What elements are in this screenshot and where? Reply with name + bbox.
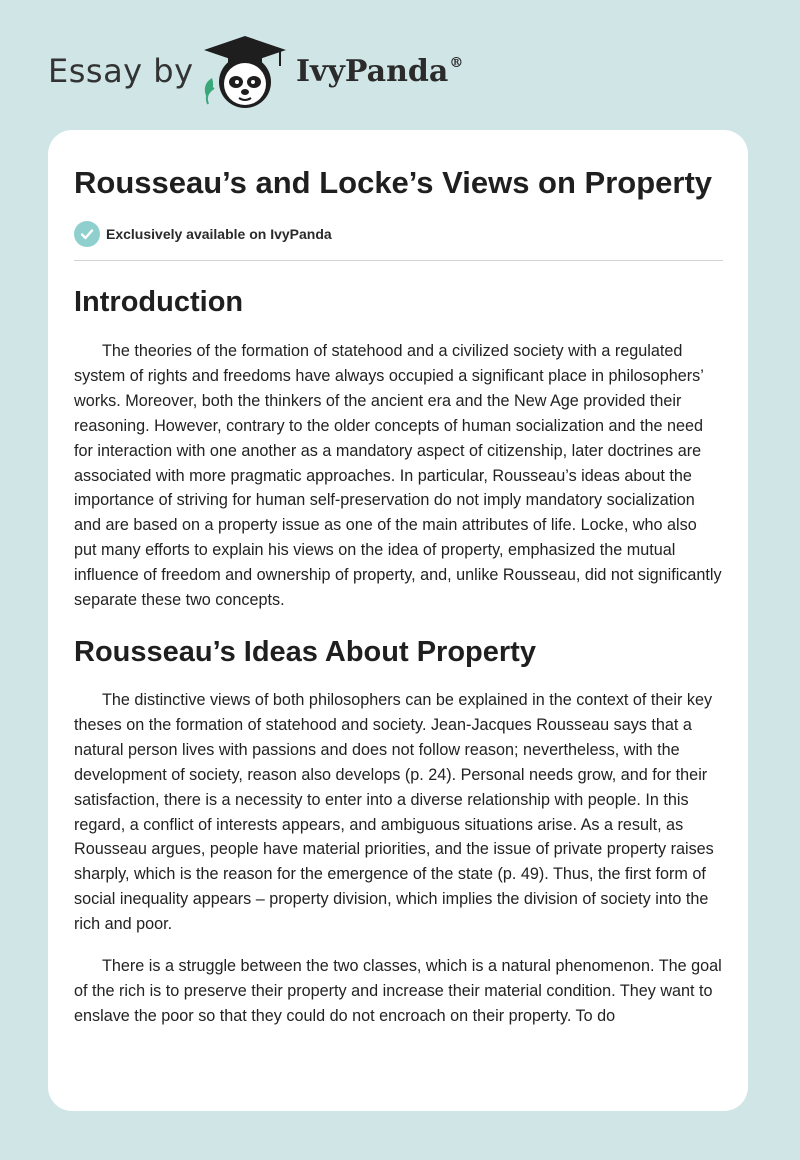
paragraph: The theories of the formation of statehood and a civilized society with a regulated system of rights and freedoms have always occupied a significant place in philosophers’ works. Moreover, both the thinkers of the ancient era and the New Age provided their reasoning. However, contrary to the older concepts of human socialization and the need for interaction with one another as a mandatory aspect of citizenship, later doctrines are associated with more pragmatic approaches. In particular, Rousseau’s ideas about the importance of striving for human self-preservation do not imply mandatory socialization and are based on a property issue as one of the main attributes of life. Locke, who also put many efforts to explain his views on the idea of property, emphasized the mutual influence of freedom and ownership of property, and, unlike Rousseau, did not significantly separate these two concepts. (74, 342, 722, 610)
paragraph: The distinctive views of both philosophers can be explained in the context of their key theses on the formation of statehood and society. Jean-Jacques Rousseau says that a natural person lives with passions and does not follow reason; nevertheless, with the development of society, reason also develops (p. 24). Personal needs grow, and for their satisfaction, there is a necessity to enter into a diverse relationship with people. In this regard, a conflict of interests appears, and ambiguous situations arise. As a result, as Rousseau argues, people have material priorities, and the issue of private property raises sharply, which is the reason for the emergence of the state (p. 49). Thus, the first form of social inequality appears – property division, which implies the division of society into the rich and poor. (74, 690, 714, 934)
section-heading-introduction: Introduction (74, 286, 244, 318)
registered-mark: ® (449, 55, 464, 71)
site-header (48, 30, 488, 110)
section-heading-rousseau: Rousseau’s Ideas About Property (74, 635, 536, 668)
exclusive-badge (74, 221, 723, 247)
exclusive-badge-text: Exclusively available on IvyPanda (106, 226, 332, 242)
divider (74, 260, 723, 261)
check-icon (74, 221, 100, 247)
panda-logo-icon[interactable] (200, 34, 290, 114)
ivypanda-wordmark[interactable] (296, 54, 463, 89)
essay-title: Rousseau’s and Locke’s Views on Property (74, 165, 713, 200)
paragraph: There is a struggle between the two classes, which is a natural phenomenon. The goal of the rich is to preserve their property and increase their material condition. They want to enslave the poor so that they could do not encroach on their property. To do (74, 957, 722, 1025)
essay-by-label: Essay by (48, 52, 194, 90)
brand-name-text: IvyPanda (296, 54, 449, 89)
essay-card (48, 130, 748, 1111)
